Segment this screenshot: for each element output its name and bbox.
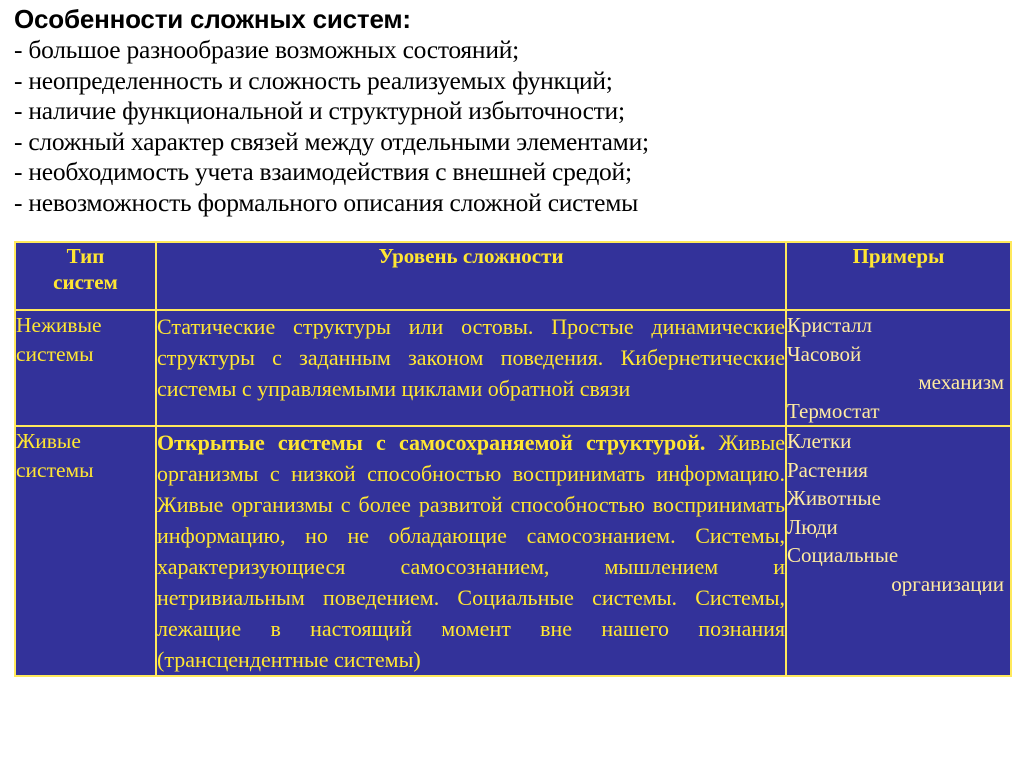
complexity-level-body: Статические структуры или остовы. Простые динамические структуры с заданным законом поведения. Кибернетические системы с управляемыми циклами обратной связи — [157, 314, 785, 401]
list-item — [787, 397, 1010, 426]
example-name: Люди — [787, 514, 838, 539]
examples-list — [787, 427, 1010, 598]
list-item: - сложный характер связей между отдельными элементами; — [14, 126, 649, 156]
list-item — [787, 340, 1010, 397]
cell-examples — [786, 310, 1011, 426]
list-item — [787, 456, 1010, 485]
column-header-level — [156, 242, 786, 310]
example-name: Растения — [787, 457, 868, 482]
system-type-line1: Неживые — [16, 313, 102, 337]
list-item — [787, 311, 1010, 340]
list-item: - необходимость учета взаимодействия с внешней средой; — [14, 157, 632, 186]
system-type-line1: Живые — [16, 429, 81, 453]
complexity-level-description — [157, 427, 785, 675]
list-item: - большое разнообразие возможных состояний; — [14, 35, 519, 64]
table-row — [15, 310, 1011, 426]
complexity-level-description — [157, 311, 785, 404]
page-title: Особенности сложных систем: — [14, 4, 411, 34]
example-name: Часовой — [787, 341, 862, 366]
list-item — [787, 513, 1010, 542]
system-type-line2: системы — [16, 342, 94, 366]
example-name: Клетки — [787, 429, 852, 453]
list-item — [787, 484, 1010, 513]
cell-system-type — [15, 310, 156, 426]
list-item: - невозможность формального описания сложной системы — [14, 187, 638, 217]
column-header-examples — [786, 242, 1011, 310]
cell-complexity-level — [156, 426, 786, 676]
heading-block — [0, 0, 1024, 218]
example-name: Термостат — [787, 398, 880, 423]
system-type-line2: системы — [16, 458, 94, 482]
list-item: - наличие функциональной и структурной избыточности; — [14, 96, 625, 125]
example-name-continuation: механизм — [918, 370, 1004, 394]
column-header-type-line1: Тип — [66, 244, 105, 268]
table-header-row — [15, 242, 1011, 310]
complexity-level-body: Живые организмы с низкой способностью воспринимать информацию. Живые организмы с более развитой способностью воспринимать информацию, но не обладающие самосознанием. Системы, характеризующиеся самосознанием, мышлением и нетривиальным поведением. Социальные системы. Системы, лежащие в настоящий момент вне нашего познания (трансцендентные системы) — [157, 430, 785, 672]
list-item: - неопределенность и сложность реализуемых функций; — [14, 65, 613, 95]
cell-complexity-level — [156, 310, 786, 426]
cell-system-type — [15, 426, 156, 676]
list-item — [787, 541, 1010, 598]
complexity-level-lead: Открытые системы с самосохраняемой структурой. — [157, 430, 706, 455]
example-name: Животные — [787, 486, 881, 510]
column-header-level-label: Уровень сложности — [378, 244, 564, 268]
column-header-examples-label: Примеры — [852, 244, 945, 268]
list-item — [787, 427, 1010, 456]
example-name: Кристалл — [787, 313, 872, 337]
systems-complexity-table — [14, 241, 1012, 677]
example-name: Социальные — [787, 543, 899, 567]
column-header-type — [15, 242, 156, 310]
table-row — [15, 426, 1011, 676]
features-bullet-list — [14, 35, 1024, 218]
example-name-continuation: организации — [891, 571, 1004, 596]
examples-list — [787, 311, 1010, 425]
column-header-type-line2: систем — [53, 270, 118, 294]
cell-examples — [786, 426, 1011, 676]
